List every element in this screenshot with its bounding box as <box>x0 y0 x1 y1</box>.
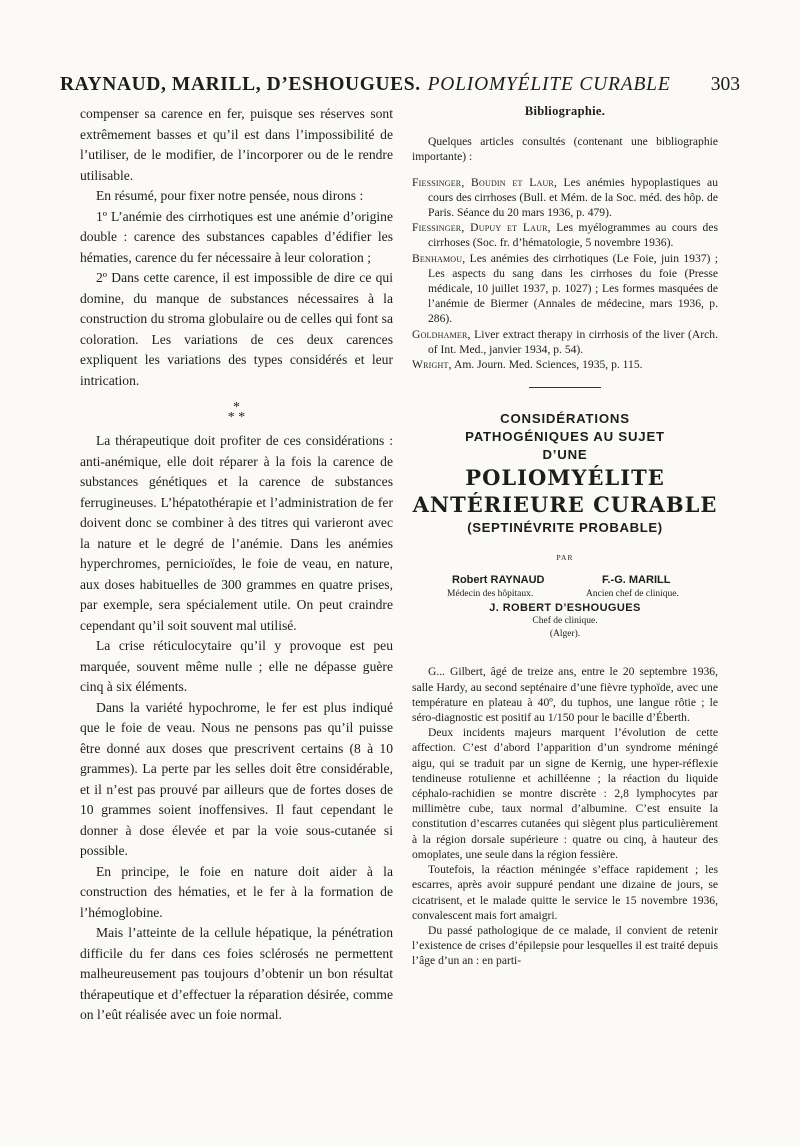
author-affiliation: Chef de clinique. <box>532 616 598 627</box>
paragraph: Toutefois, la réaction méningée s’efface rapidement ; les escarres, après avoir suppuré pendant une dizaine de jours, se cicatrisent, et le malade quitte le service le 15 novembre 1936, convalescent mais fort amaigri. <box>412 863 718 922</box>
article-body <box>412 664 718 968</box>
right-column <box>412 104 718 969</box>
by-label: PAR <box>556 553 574 563</box>
author-names-row <box>412 573 718 587</box>
section-asterism: * * * <box>227 400 246 425</box>
title-line: PATHOGÉNIQUES AU SUJET <box>465 429 665 445</box>
author-affiliation: Ancien chef de clinique. <box>586 589 679 600</box>
bib-authors: Fiessinger, Boudin et Laur, <box>412 175 558 189</box>
author-location: (Alger). <box>549 629 581 640</box>
header-title: POLIOMYÉLITE CURABLE <box>427 74 671 95</box>
paragraph: Dans la variété hypochrome, le fer est plus indiqué que le foie de veau. Nous ne pensons pas qu’il puisse être donné aux doses que prescrivent certains (8 à 10 grammes). La perte par les selles doit être considérable, et il n’est pas prouvé par ailleurs que de fortes doses de 10 grammes soient inoffensives. Il faut cependant le donner à dose élevée et par la voie sous-cutanée si possible. <box>80 699 393 858</box>
title-line: ANTÉRIEURE CURABLE <box>412 492 718 518</box>
paragraph: La crise réticulocytaire qu’il y provoque est peu marquée, souvent même nulle ; elle ne dépasse guère cinq à six éléments. <box>80 638 393 694</box>
bibliography-heading: Bibliographie. <box>524 104 606 118</box>
paragraph: G... Gilbert, âgé de treize ans, entre le 20 septembre 1936, salle Hardy, au second septénaire d’une fièvre typhoïde, avec une température en plateau à 40º, du tuphos, une langue rôtie ; le séro-diagnostic est positif au 1/150 pour le bacille d’Éberth. <box>412 665 718 725</box>
bib-authors: Benhamou, <box>412 251 466 265</box>
bibliography-entry <box>412 357 718 372</box>
title-line: POLIOMYÉLITE <box>465 465 665 491</box>
bibliography-intro: Quelques articles consultés (contenant une bibliographie importante) : <box>412 135 718 164</box>
paragraph: Mais l’atteinte de la cellule hépatique, la pénétration difficile du fer dans ces foies sclérosés ne permettent malheureusement pas toujours d’obtenir un bon résultat thérapeutique et d’effectuer la réparation désirée, comme on l’eût réalisée avec un foie normal. <box>80 925 393 1022</box>
bib-authors: Goldhamer, <box>412 327 471 341</box>
article-title <box>412 410 718 537</box>
running-header <box>60 74 740 100</box>
header-authors: RAYNAUD, MARILL, D’ESHOUGUES. <box>60 74 421 95</box>
paragraph: Deux incidents majeurs marquent l’évolution de cette affection. C’est d’abord l’apparition d’un syndrome méningé aigu, qui se traduit par un signe de Kernig, une hyper-réflexie tendineuse rotulienne et achilléenne ; la réaction du liquide céphalo-rachidien se montre discrète : 2,8 lymphocytes par millimètre cube, taux normal d’albumine. C’est ensuite la constitution d’escarres cutanées qui siègent plus particulièrement à la région dorsale supérieure : quatre ou cinq, à hauteur des omoplates, une seule dans la région fessière. <box>412 726 718 861</box>
paragraph: En résumé, pour fixer notre pensée, nous dirons : <box>96 188 364 203</box>
bib-authors: Fiessinger, Dupuy et Laur, <box>412 221 551 235</box>
paragraph: En principe, le foie en nature doit aider à la construction des hématies, et le fer à la formation de l’hémoglobine. <box>80 863 393 920</box>
bibliography-entry <box>412 327 718 357</box>
author-affiliations-row <box>412 587 718 601</box>
bib-text: Les anémies des cirrhotiques (Le Foie, juin 1937) ; Les aspects du sang dans les cirrhoses du foie (Presse médicale, 10 juillet 1937, p. 1027) ; Les formes masquées de l’anémie de Biermer (Annales de médecine, mars 1936, p. 286). <box>428 251 718 326</box>
section-divider <box>529 387 601 388</box>
page-number: 303 <box>710 74 740 95</box>
paragraph: La thérapeutique doit profiter de ces considérations : anti-anémique, elle doit réparer à la fois la carence de substances génétiques et la carence de substances ferrugineuses. L’hépatothérapie et l’administration de fer doivent donc se combiner à des titres qui varieront avec la nature et le degré de l’anémie. Dans les anémies hyperchromes, pernicioïdes, le foie de veau, en nature, aux doses habituelles de 300 grammes en quatre prises, par exemple, sera spécialement utile. On peut craindre cependant qu’il soit souvent mal utilisé. <box>80 433 393 633</box>
title-line: CONSIDÉRATIONS <box>500 411 630 427</box>
paragraph: compenser sa carence en fer, puisque ses réserves sont extrêmement basses et qu’il est dans l’impossibilité de l’utiliser, de le modifier, de l’incorporer ou de le rendre utilisable. <box>80 106 393 183</box>
left-column <box>80 104 393 1026</box>
article-subtitle: (SEPTINÉVRITE PROBABLE) <box>467 520 663 536</box>
paragraph: 1º L’anémie des cirrhotiques est une anémie d’origine double : carence des substances capables d’édifier les hématies, carence du fer nécessaire à leur coloration ; <box>80 208 393 265</box>
bib-text: Les myélogrammes au cours des cirrhoses (Soc. fr. d’hématologie, 5 novembre 1936). <box>428 221 718 250</box>
bib-text: Am. Journ. Med. Sciences, 1935, p. 115. <box>451 358 643 372</box>
paragraph: 2º Dans cette carence, il est impossible de dire ce qui domine, du manque de substances nécessaires à la construction du stroma globulaire ou de celles qui font sa coloration. Les variations de ces deux carences expliquent les variations des types considérés et leur intrication. <box>80 270 393 388</box>
bib-text: Liver extract therapy in cirrhosis of the liver (Arch. of Int. Med., janvier 1934, p. 54). <box>428 327 718 356</box>
bibliography-entry <box>412 251 718 327</box>
author-affiliation: Médecin des hôpitaux. <box>447 589 534 600</box>
author-name: Robert RAYNAUD <box>452 574 545 587</box>
author-name: J. ROBERT D’ESHOUGUES <box>489 602 641 615</box>
bibliography-entry <box>412 220 718 250</box>
bib-authors: Wright, <box>412 358 452 372</box>
title-line: D’UNE <box>542 447 588 463</box>
bibliography-entry <box>412 175 718 221</box>
author-name: F.-G. MARILL <box>602 574 671 587</box>
paragraph: Du passé pathologique de ce malade, il convient de retenir l’existence de crises d’épilepsie pour lesquelles il est traité depuis l’âge d’un an : en parti- <box>412 923 718 968</box>
bib-text: Les anémies hypoplastiques au cours des cirrhoses (Bull. et Mém. de la Soc. méd. des hôp. de Paris. Séance du 20 mars 1936, p. 479). <box>428 175 719 220</box>
